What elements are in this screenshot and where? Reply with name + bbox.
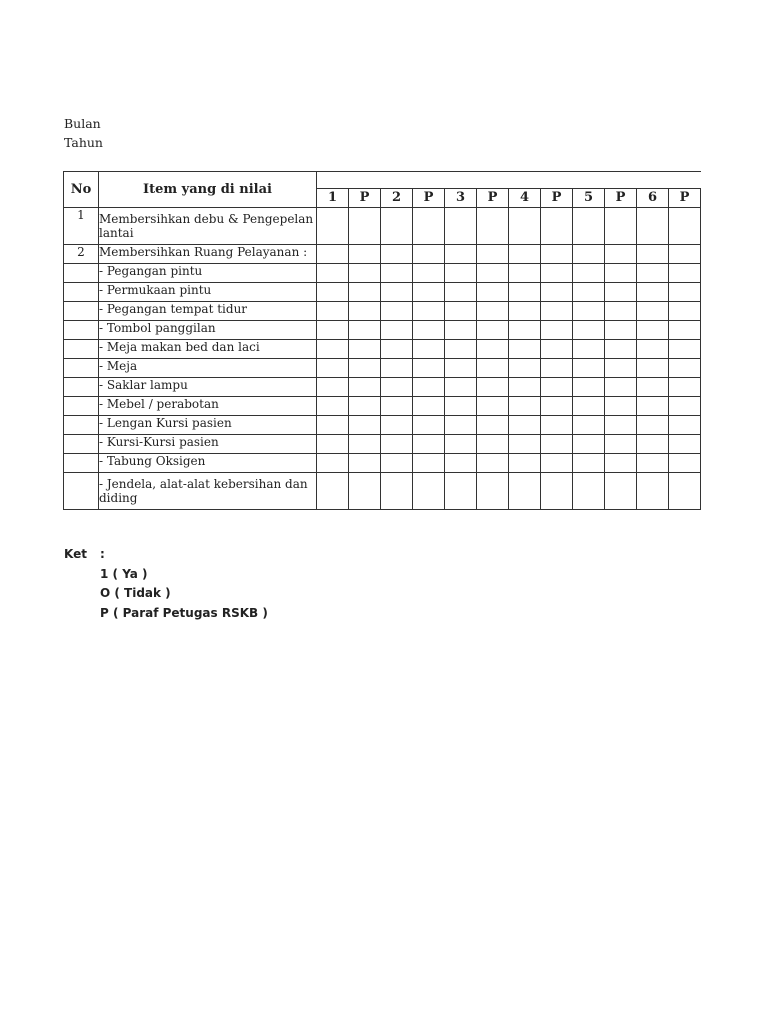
check-cell[interactable] xyxy=(573,321,605,340)
check-cell[interactable] xyxy=(413,321,445,340)
row-item: - Pegangan pintu xyxy=(99,264,317,283)
row-item: - Meja makan bed dan laci xyxy=(99,340,317,359)
check-cell[interactable] xyxy=(381,245,413,264)
check-cell[interactable] xyxy=(349,378,381,397)
check-cell[interactable] xyxy=(573,473,605,510)
row-item: - Pegangan tempat tidur xyxy=(99,302,317,321)
check-cell[interactable] xyxy=(637,435,669,454)
check-cell[interactable] xyxy=(605,473,637,510)
table-row xyxy=(64,359,701,378)
check-cell[interactable] xyxy=(605,359,637,378)
check-cell[interactable] xyxy=(477,302,509,321)
row-number xyxy=(64,264,99,283)
day-header-cell: 1 xyxy=(317,189,349,208)
check-cell[interactable] xyxy=(669,397,701,416)
day-header-cell: P xyxy=(477,189,509,208)
check-cell[interactable] xyxy=(413,359,445,378)
bulan-label: Bulan xyxy=(64,116,101,131)
check-cell[interactable] xyxy=(509,473,541,510)
check-cell[interactable] xyxy=(349,321,381,340)
check-cell[interactable] xyxy=(605,435,637,454)
table-row xyxy=(64,321,701,340)
check-cell[interactable] xyxy=(445,245,477,264)
legend-line: 1 ( Ya ) xyxy=(100,566,148,581)
check-cell[interactable] xyxy=(381,340,413,359)
check-cell[interactable] xyxy=(573,416,605,435)
check-cell[interactable] xyxy=(445,416,477,435)
check-cell[interactable] xyxy=(317,283,349,302)
check-cell[interactable] xyxy=(317,208,349,245)
check-cell[interactable] xyxy=(317,454,349,473)
check-cell[interactable] xyxy=(317,378,349,397)
check-cell[interactable] xyxy=(445,340,477,359)
check-cell[interactable] xyxy=(413,340,445,359)
table-row xyxy=(64,397,701,416)
day-header-cell: 3 xyxy=(445,189,477,208)
check-cell[interactable] xyxy=(669,321,701,340)
day-header-cell: P xyxy=(541,189,573,208)
check-cell[interactable] xyxy=(637,454,669,473)
check-cell[interactable] xyxy=(349,473,381,510)
check-cell[interactable] xyxy=(509,454,541,473)
row-item: - Meja xyxy=(99,359,317,378)
check-cell[interactable] xyxy=(541,283,573,302)
check-cell[interactable] xyxy=(477,435,509,454)
row-item: Membersihkan Ruang Pelayanan : xyxy=(99,245,317,264)
check-cell[interactable] xyxy=(509,435,541,454)
check-cell[interactable] xyxy=(541,302,573,321)
check-cell[interactable] xyxy=(477,359,509,378)
table-row xyxy=(64,435,701,454)
row-item: - Saklar lampu xyxy=(99,378,317,397)
check-cell[interactable] xyxy=(413,302,445,321)
row-item: Membersihkan debu & Pengepelan lantai xyxy=(99,208,317,245)
check-cell[interactable] xyxy=(509,245,541,264)
check-cell[interactable] xyxy=(413,378,445,397)
check-cell[interactable] xyxy=(669,416,701,435)
check-cell[interactable] xyxy=(381,378,413,397)
row-number xyxy=(64,321,99,340)
check-cell[interactable] xyxy=(509,340,541,359)
check-cell[interactable] xyxy=(541,473,573,510)
check-cell[interactable] xyxy=(669,454,701,473)
check-cell[interactable] xyxy=(573,378,605,397)
check-cell[interactable] xyxy=(477,340,509,359)
check-cell[interactable] xyxy=(381,435,413,454)
tahun-label: Tahun xyxy=(64,135,103,150)
check-cell[interactable] xyxy=(317,397,349,416)
check-cell[interactable] xyxy=(573,435,605,454)
check-cell[interactable] xyxy=(477,416,509,435)
check-cell[interactable] xyxy=(317,302,349,321)
row-number xyxy=(64,435,99,454)
check-cell[interactable] xyxy=(317,435,349,454)
day-header-cell: 4 xyxy=(509,189,541,208)
check-cell[interactable] xyxy=(413,245,445,264)
legend-line: P ( Paraf Petugas RSKB ) xyxy=(100,605,268,620)
check-cell[interactable] xyxy=(477,397,509,416)
check-cell[interactable] xyxy=(445,378,477,397)
row-number xyxy=(64,473,99,510)
row-item: - Kursi-Kursi pasien xyxy=(99,435,317,454)
check-cell[interactable] xyxy=(669,283,701,302)
check-cell[interactable] xyxy=(509,321,541,340)
table-row xyxy=(64,208,701,245)
day-header-cell: P xyxy=(349,189,381,208)
check-cell[interactable] xyxy=(349,340,381,359)
check-cell[interactable] xyxy=(509,378,541,397)
check-cell[interactable] xyxy=(381,397,413,416)
check-cell[interactable] xyxy=(573,302,605,321)
check-cell[interactable] xyxy=(349,435,381,454)
check-cell[interactable] xyxy=(541,208,573,245)
table-row xyxy=(64,264,701,283)
check-cell[interactable] xyxy=(317,321,349,340)
check-cell[interactable] xyxy=(541,321,573,340)
check-cell[interactable] xyxy=(317,340,349,359)
check-cell[interactable] xyxy=(573,340,605,359)
check-cell[interactable] xyxy=(381,264,413,283)
table-row xyxy=(64,473,701,510)
check-cell[interactable] xyxy=(669,302,701,321)
check-cell[interactable] xyxy=(669,473,701,510)
row-item: - Lengan Kursi pasien xyxy=(99,416,317,435)
check-cell[interactable] xyxy=(573,454,605,473)
check-cell[interactable] xyxy=(541,378,573,397)
check-cell[interactable] xyxy=(509,302,541,321)
check-cell[interactable] xyxy=(669,208,701,245)
row-number xyxy=(64,397,99,416)
check-cell[interactable] xyxy=(637,208,669,245)
check-cell[interactable] xyxy=(541,245,573,264)
check-cell[interactable] xyxy=(445,208,477,245)
table-row xyxy=(64,454,701,473)
check-cell[interactable] xyxy=(605,378,637,397)
check-cell[interactable] xyxy=(477,208,509,245)
check-cell[interactable] xyxy=(637,245,669,264)
check-cell[interactable] xyxy=(509,283,541,302)
check-cell[interactable] xyxy=(541,359,573,378)
day-header-cell: P xyxy=(605,189,637,208)
check-cell[interactable] xyxy=(669,245,701,264)
check-cell[interactable] xyxy=(605,245,637,264)
check-cell[interactable] xyxy=(605,416,637,435)
check-cell[interactable] xyxy=(413,264,445,283)
check-cell[interactable] xyxy=(381,454,413,473)
check-cell[interactable] xyxy=(669,435,701,454)
day-header-cell: 2 xyxy=(381,189,413,208)
check-cell[interactable] xyxy=(605,302,637,321)
legend-label: Ket xyxy=(64,547,87,561)
table-row xyxy=(64,245,701,264)
check-cell[interactable] xyxy=(669,359,701,378)
row-number: 2 xyxy=(64,245,99,264)
check-cell[interactable] xyxy=(605,283,637,302)
check-cell[interactable] xyxy=(605,321,637,340)
day-header-cell: P xyxy=(413,189,445,208)
check-cell[interactable] xyxy=(509,359,541,378)
check-cell[interactable] xyxy=(413,473,445,510)
check-cell[interactable] xyxy=(445,454,477,473)
check-cell[interactable] xyxy=(445,397,477,416)
row-number xyxy=(64,454,99,473)
check-cell[interactable] xyxy=(317,264,349,283)
day-header-cell: P xyxy=(669,189,701,208)
check-cell[interactable] xyxy=(445,283,477,302)
check-cell[interactable] xyxy=(349,397,381,416)
header-item: Item yang di nilai xyxy=(99,172,317,208)
check-cell[interactable] xyxy=(381,302,413,321)
row-number xyxy=(64,283,99,302)
check-cell[interactable] xyxy=(541,435,573,454)
check-cell[interactable] xyxy=(637,321,669,340)
check-cell[interactable] xyxy=(381,473,413,510)
check-cell[interactable] xyxy=(317,359,349,378)
check-cell[interactable] xyxy=(477,283,509,302)
check-cell[interactable] xyxy=(637,473,669,510)
legend xyxy=(64,545,268,623)
check-cell[interactable] xyxy=(477,473,509,510)
row-number xyxy=(64,416,99,435)
header-spacer xyxy=(317,172,701,189)
table-row xyxy=(64,416,701,435)
check-cell[interactable] xyxy=(573,359,605,378)
check-cell[interactable] xyxy=(637,283,669,302)
check-cell[interactable] xyxy=(541,340,573,359)
check-cell[interactable] xyxy=(509,208,541,245)
check-cell[interactable] xyxy=(413,397,445,416)
row-item: - Permukaan pintu xyxy=(99,283,317,302)
table-row xyxy=(64,283,701,302)
check-cell[interactable] xyxy=(381,359,413,378)
row-number: 1 xyxy=(64,208,99,245)
row-number xyxy=(64,340,99,359)
day-header-cell: 6 xyxy=(637,189,669,208)
check-cell[interactable] xyxy=(349,302,381,321)
check-cell[interactable] xyxy=(573,208,605,245)
check-cell[interactable] xyxy=(349,416,381,435)
check-cell[interactable] xyxy=(477,264,509,283)
row-number xyxy=(64,378,99,397)
check-cell[interactable] xyxy=(477,454,509,473)
check-cell[interactable] xyxy=(637,264,669,283)
check-cell[interactable] xyxy=(605,264,637,283)
check-cell[interactable] xyxy=(605,208,637,245)
check-cell[interactable] xyxy=(509,416,541,435)
check-cell[interactable] xyxy=(381,208,413,245)
check-cell[interactable] xyxy=(445,359,477,378)
check-cell[interactable] xyxy=(445,302,477,321)
check-cell[interactable] xyxy=(669,378,701,397)
check-cell[interactable] xyxy=(509,264,541,283)
check-cell[interactable] xyxy=(637,397,669,416)
check-cell[interactable] xyxy=(509,397,541,416)
check-cell[interactable] xyxy=(637,340,669,359)
check-cell[interactable] xyxy=(413,435,445,454)
check-cell[interactable] xyxy=(413,208,445,245)
day-header-cell: 5 xyxy=(573,189,605,208)
check-cell[interactable] xyxy=(669,340,701,359)
check-cell[interactable] xyxy=(381,321,413,340)
check-cell[interactable] xyxy=(477,321,509,340)
check-cell[interactable] xyxy=(477,245,509,264)
row-item: - Tabung Oksigen xyxy=(99,454,317,473)
check-cell[interactable] xyxy=(637,359,669,378)
legend-line: O ( Tidak ) xyxy=(100,586,171,600)
check-cell[interactable] xyxy=(637,416,669,435)
check-cell[interactable] xyxy=(413,416,445,435)
table-row xyxy=(64,302,701,321)
check-cell[interactable] xyxy=(445,473,477,510)
check-cell[interactable] xyxy=(573,245,605,264)
table-body xyxy=(64,208,701,510)
check-cell[interactable] xyxy=(605,397,637,416)
check-cell[interactable] xyxy=(381,283,413,302)
row-item: - Mebel / perabotan xyxy=(99,397,317,416)
check-cell[interactable] xyxy=(637,302,669,321)
check-cell[interactable] xyxy=(541,416,573,435)
check-cell[interactable] xyxy=(349,245,381,264)
check-cell[interactable] xyxy=(605,340,637,359)
checklist-table xyxy=(63,171,701,510)
row-number xyxy=(64,302,99,321)
header-no: No xyxy=(64,172,99,208)
check-cell[interactable] xyxy=(381,416,413,435)
check-cell[interactable] xyxy=(413,454,445,473)
check-cell[interactable] xyxy=(541,264,573,283)
check-cell[interactable] xyxy=(445,321,477,340)
check-cell[interactable] xyxy=(349,283,381,302)
row-item: - Tombol panggilan xyxy=(99,321,317,340)
check-cell[interactable] xyxy=(317,473,349,510)
check-cell[interactable] xyxy=(669,264,701,283)
check-cell[interactable] xyxy=(541,454,573,473)
row-item: - Jendela, alat-alat kebersihan dan diding xyxy=(99,473,317,510)
check-cell[interactable] xyxy=(413,283,445,302)
row-number xyxy=(64,359,99,378)
check-cell[interactable] xyxy=(349,454,381,473)
check-cell[interactable] xyxy=(477,378,509,397)
check-cell[interactable] xyxy=(541,397,573,416)
table-row xyxy=(64,340,701,359)
legend-colon: : xyxy=(100,547,105,561)
check-cell[interactable] xyxy=(349,359,381,378)
check-cell[interactable] xyxy=(317,416,349,435)
check-cell[interactable] xyxy=(573,264,605,283)
check-cell[interactable] xyxy=(445,264,477,283)
check-cell[interactable] xyxy=(317,245,349,264)
check-cell[interactable] xyxy=(573,283,605,302)
check-cell[interactable] xyxy=(445,435,477,454)
check-cell[interactable] xyxy=(605,454,637,473)
check-cell[interactable] xyxy=(637,378,669,397)
check-cell[interactable] xyxy=(349,208,381,245)
table-row xyxy=(64,378,701,397)
check-cell[interactable] xyxy=(573,397,605,416)
check-cell[interactable] xyxy=(349,264,381,283)
